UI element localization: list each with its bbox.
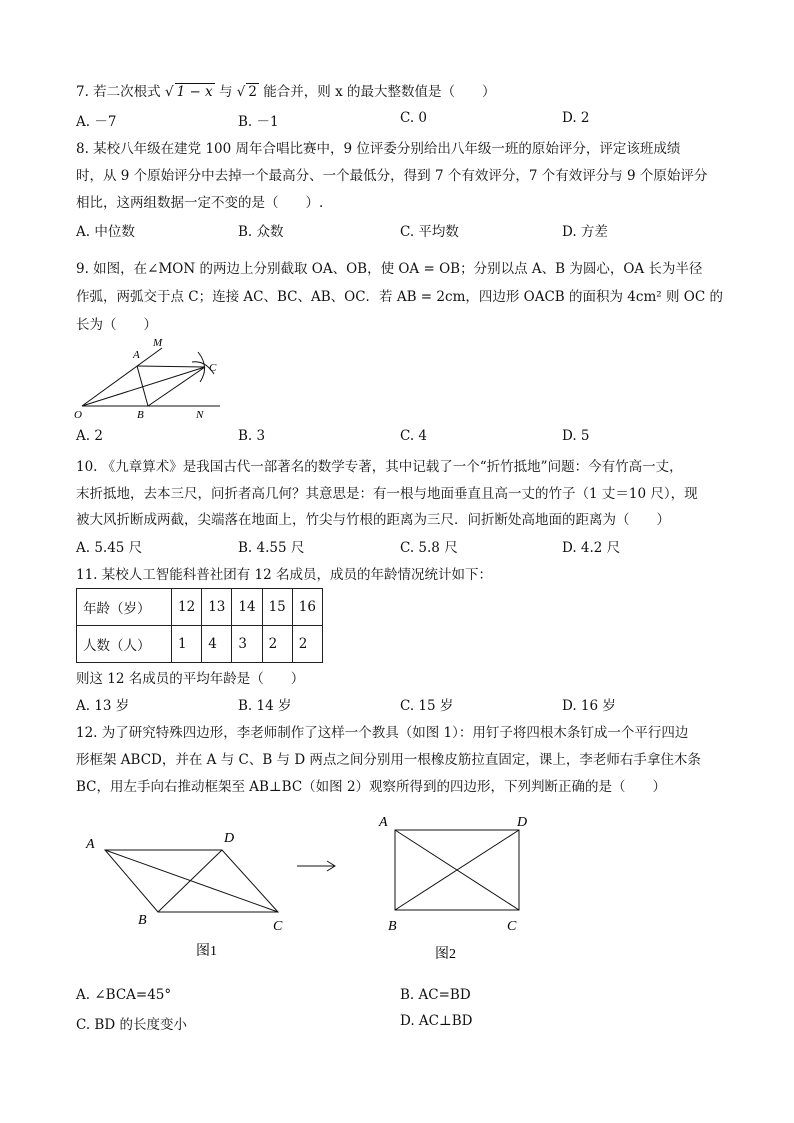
radicand-1: 1 − x bbox=[176, 84, 213, 100]
q11-question: 则这 12 名成员的平均年龄是（ ） bbox=[76, 671, 305, 687]
fig1-label-d: D bbox=[224, 831, 235, 846]
radicand-2: 2 bbox=[248, 84, 257, 100]
fig1-caption: 图1 bbox=[196, 944, 217, 959]
q9-option-a: A. 2 bbox=[76, 428, 103, 444]
q7-text-mid: 与 bbox=[218, 84, 233, 100]
q9-line-3: 长为（ ） bbox=[76, 317, 157, 333]
q10-line-2: 末折抵地，去本三尺，问折者高几何？其意思是：有一根与地面垂直且高一丈的竹子（1 丈＝10 尺），现 bbox=[76, 486, 698, 502]
q8-line-1: 8. 某校八年级在建党 100 周年合唱比赛中，9 位评委分别给出八年级一班的原始评分，评定该班成绩 bbox=[76, 141, 681, 157]
q9-option-c: C. 4 bbox=[400, 428, 428, 444]
table-header-age: 年龄（岁） bbox=[77, 589, 172, 626]
fig2-label-c: C bbox=[507, 919, 517, 934]
q9-figure bbox=[70, 334, 240, 424]
fig1-label-b: B bbox=[138, 913, 147, 928]
q10-option-b: B. 4.55 尺 bbox=[238, 540, 305, 556]
q12-option-a: A. ∠BCA=45° bbox=[76, 987, 172, 1003]
fig2-caption: 图2 bbox=[435, 947, 456, 962]
segment-bc bbox=[148, 367, 205, 406]
segment-ac bbox=[137, 366, 205, 367]
fig1-label-c: C bbox=[273, 919, 283, 934]
q8-line-2: 时，从 9 个原始评分中去掉一个最高分、一个最低分，得到 7 个有效评分，7 个有效评分与 9 个原始评分 bbox=[76, 168, 708, 184]
radical-1: √ 1 − x bbox=[164, 84, 213, 100]
ray-om bbox=[82, 348, 162, 406]
q11-stem: 11. 某校人工智能科普社团有 12 名成员，成员的年龄情况统计如下： bbox=[76, 567, 493, 583]
figure-1 bbox=[85, 831, 283, 959]
diagonal-bd bbox=[158, 850, 222, 912]
segment-oc bbox=[82, 367, 205, 406]
table-cell: 13 bbox=[202, 589, 232, 626]
q7-stem bbox=[76, 80, 495, 100]
q9-option-b: B. 3 bbox=[238, 428, 266, 444]
table-header-count: 人数（人） bbox=[77, 626, 172, 663]
radical-2: √ 2 bbox=[236, 84, 257, 100]
table-cell: 15 bbox=[262, 589, 292, 626]
q7-option-b: B. －1 bbox=[238, 114, 279, 130]
fig2-label-a: A bbox=[379, 815, 388, 830]
fig1-label-a: A bbox=[86, 837, 95, 852]
table-row-ages bbox=[77, 589, 323, 626]
q12-option-c: C. BD 的长度变小 bbox=[76, 1017, 187, 1033]
label-o: O bbox=[74, 409, 82, 421]
q10-option-c: C. 5.8 尺 bbox=[400, 540, 458, 556]
q10-line-3: 被大风折断成两截，尖端落在地面上，竹尖与竹根的距离为三尺．问折断处高地面的距离为（ ） bbox=[76, 512, 670, 528]
q8-option-d: D. 方差 bbox=[562, 224, 608, 240]
table-cell: 4 bbox=[202, 626, 232, 663]
q12-figures bbox=[70, 810, 550, 970]
table-cell: 12 bbox=[172, 589, 202, 626]
q9-line-1: 9. 如图，在∠MON 的两边上分别截取 OA、OB，使 OA = OB；分别以点 A、B 为圆心，OA 长为半径 bbox=[76, 261, 703, 277]
q7-text-pre: 7. 若二次根式 bbox=[76, 84, 161, 100]
q7-option-c: C. 0 bbox=[400, 110, 428, 126]
table-row-counts bbox=[77, 626, 323, 663]
table-cell: 2 bbox=[262, 626, 292, 663]
q12-line-1: 12. 为了研究特殊四边形，李老师制作了这样一个教具（如图 1）：用钉子将四根木条钉成一个平行四边 bbox=[76, 725, 689, 741]
q11-option-b: B. 14 岁 bbox=[238, 698, 292, 714]
label-n: N bbox=[196, 409, 204, 421]
q12-line-3: BC，用左手向右推动框架至 AB⊥BC（如图 2）观察所得到的四边形，下列判断正确的是（ ） bbox=[76, 779, 667, 795]
q8-option-c: C. 平均数 bbox=[400, 224, 459, 240]
q11-option-c: C. 15 岁 bbox=[400, 698, 454, 714]
table-cell: 1 bbox=[172, 626, 202, 663]
q9-line-2: 作弧，两弧交于点 C；连接 AC、BC、AB、OC．若 AB = 2cm，四边形 OACB 的面积为 4cm² 则 OC 的 bbox=[76, 289, 723, 305]
q7-option-a: A. －7 bbox=[76, 114, 117, 130]
q10-line-1: 10. 《九章算术》是我国古代一部著名的数学专著，其中记载了一个“折竹抵地”问题：今有竹高一丈， bbox=[76, 459, 683, 475]
table-cell: 3 bbox=[232, 626, 262, 663]
label-a: A bbox=[133, 349, 140, 361]
table-cell: 16 bbox=[292, 589, 322, 626]
table-cell: 2 bbox=[292, 626, 322, 663]
age-table bbox=[76, 588, 323, 663]
q9-option-d: D. 5 bbox=[562, 428, 590, 444]
q10-option-d: D. 4.2 尺 bbox=[562, 540, 621, 556]
q7-option-d: D. 2 bbox=[562, 110, 590, 126]
fig2-label-b: B bbox=[388, 919, 397, 934]
q10-option-a: A. 5.45 尺 bbox=[76, 540, 143, 556]
table-cell: 14 bbox=[232, 589, 262, 626]
arrow-right-icon bbox=[297, 861, 335, 871]
q7-text-post: 能合并，则 x 的最大整数值是（ ） bbox=[263, 84, 496, 100]
label-b: B bbox=[137, 409, 144, 421]
fig2-label-d: D bbox=[517, 815, 528, 830]
label-c: C bbox=[209, 362, 217, 374]
q8-line-3: 相比，这两组数据一定不变的是（ ）. bbox=[76, 195, 324, 211]
q12-option-d: D. AC⊥BD bbox=[400, 1013, 473, 1029]
q11-option-a: A. 13 岁 bbox=[76, 698, 130, 714]
label-m: M bbox=[153, 337, 163, 349]
q8-option-a: A. 中位数 bbox=[76, 224, 135, 240]
q11-option-d: D. 16 岁 bbox=[562, 698, 616, 714]
q12-option-b: B. AC=BD bbox=[400, 987, 471, 1003]
figure-2 bbox=[378, 815, 527, 962]
q12-line-2: 形框架 ABCD，并在 A 与 C、B 与 D 两点之间分别用一根橡皮筋拉直固定，课上，李老师右手拿住木条 bbox=[76, 752, 701, 768]
q8-option-b: B. 众数 bbox=[238, 224, 284, 240]
